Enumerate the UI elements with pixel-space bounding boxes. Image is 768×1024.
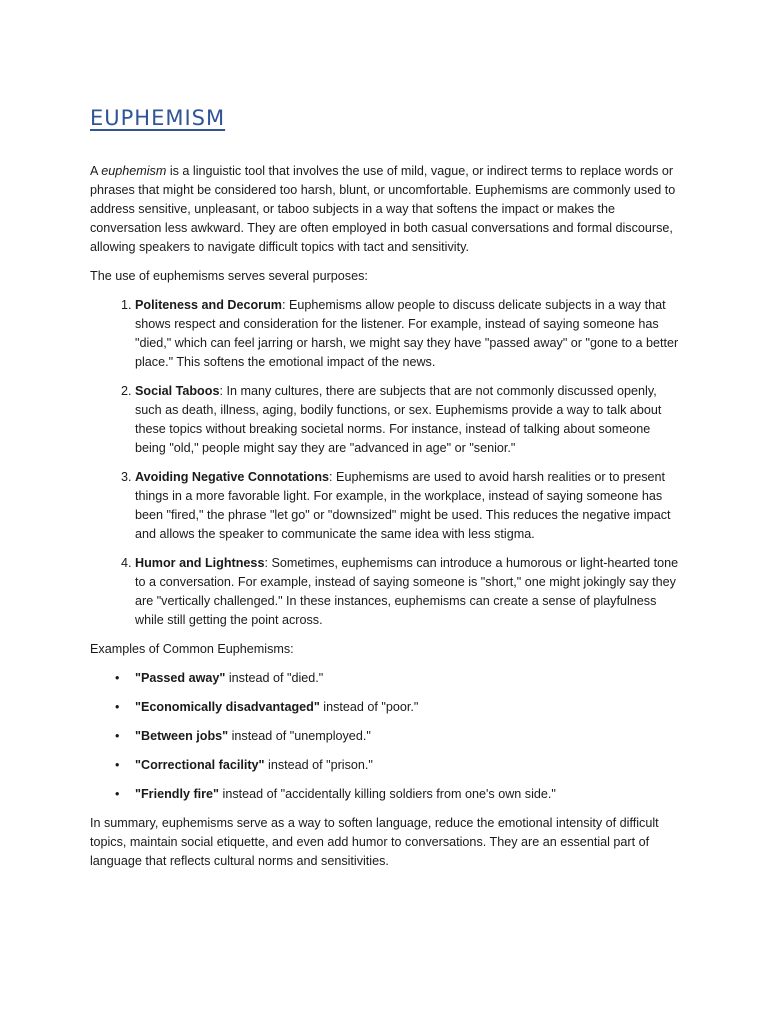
example-text: instead of "unemployed."	[228, 729, 371, 743]
example-text: instead of "died."	[225, 671, 324, 685]
example-text: instead of "prison."	[264, 758, 373, 772]
intro-text: is a linguistic tool that involves the use of mild, vague, or indirect terms to replace words or phrases that might be considered too harsh, blunt, or uncomfortable. Euphemisms are commonly used to address sensitive, unpleasant, or taboo subjects in a way that softens the impact or makes the conversation less awkward. They are often employed in both casual conversations and formal discourse, allowing speakers to navigate difficult topics with tact and sensitivity.	[90, 164, 676, 254]
document-body	[90, 162, 680, 881]
bullet-icon: •	[115, 787, 120, 801]
page-title: EUPHEMISM	[90, 106, 226, 130]
purposes-intro: The use of euphemisms serves several purposes:	[90, 269, 368, 283]
examples-intro: Examples of Common Euphemisms:	[90, 642, 294, 656]
examples-list	[90, 669, 680, 804]
summary-paragraph: In summary, euphemisms serve as a way to soften language, reduce the emotional intensity of difficult topics, maintain social etiquette, and even add humor to conversations. They are an essential part of language that reflects cultural norms and sensitivities.	[90, 816, 659, 868]
bullet-icon: •	[115, 700, 120, 714]
example-term: "Economically disadvantaged"	[135, 700, 320, 714]
list-item	[115, 756, 680, 775]
example-term: "Friendly fire"	[135, 787, 220, 801]
purpose-title: Social Taboos	[135, 384, 220, 398]
purpose-text: : In many cultures, there are subjects that are not commonly discussed openly, such as death, illness, aging, bodily functions, or sex. Euphemisms provide a way to talk about these topics without breaking societal norms. For instance, instead of talking about someone being "old," people might say they are "advanced in age" or "senior."	[135, 384, 662, 455]
example-text: instead of "poor."	[319, 700, 419, 714]
list-item	[115, 669, 680, 688]
list-item	[135, 468, 680, 544]
purpose-title: Humor and Lightness	[135, 556, 265, 570]
purpose-text: : Euphemisms are used to avoid harsh realities or to present things in a more favorable light. For example, in the workplace, instead of saying someone has been "fired," the phrase "let go" or "downsized" might be used. This reduces the negative impact and allows the speaker to communicate the same idea with less stigma.	[135, 470, 671, 541]
purpose-title: Politeness and Decorum	[135, 298, 282, 312]
list-item	[135, 382, 680, 458]
list-item	[115, 727, 680, 746]
example-text: instead of "accidentally killing soldiers from one's own side."	[219, 787, 556, 801]
purpose-title: Avoiding Negative Connotations	[135, 470, 330, 484]
intro-prefix: A	[90, 164, 102, 178]
list-item	[135, 554, 680, 630]
bullet-icon: •	[115, 729, 120, 743]
list-item	[135, 296, 680, 372]
purposes-list	[90, 296, 680, 630]
example-term: "Correctional facility"	[135, 758, 265, 772]
intro-paragraph	[90, 162, 680, 257]
bullet-icon: •	[115, 758, 120, 772]
example-term: "Between jobs"	[135, 729, 229, 743]
list-item	[115, 698, 680, 717]
purpose-text: : Euphemisms allow people to discuss delicate subjects in a way that shows respect and consideration for the listener. For example, instead of saying someone has "died," which can feel jarring or harsh, we might say they have "passed away" or "gone to a better place." This softens the emotional impact of the news.	[135, 298, 679, 369]
purpose-text: : Sometimes, euphemisms can introduce a humorous or light-hearted tone to a conversation. For example, instead of saying someone is "short," one might jokingly say they are "vertically challenged." In these instances, euphemisms can create a sense of playfulness while still getting the point across.	[135, 556, 679, 627]
intro-term: euphemism	[101, 164, 167, 178]
bullet-icon: •	[115, 671, 120, 685]
list-item	[115, 785, 680, 804]
example-term: "Passed away"	[135, 671, 226, 685]
